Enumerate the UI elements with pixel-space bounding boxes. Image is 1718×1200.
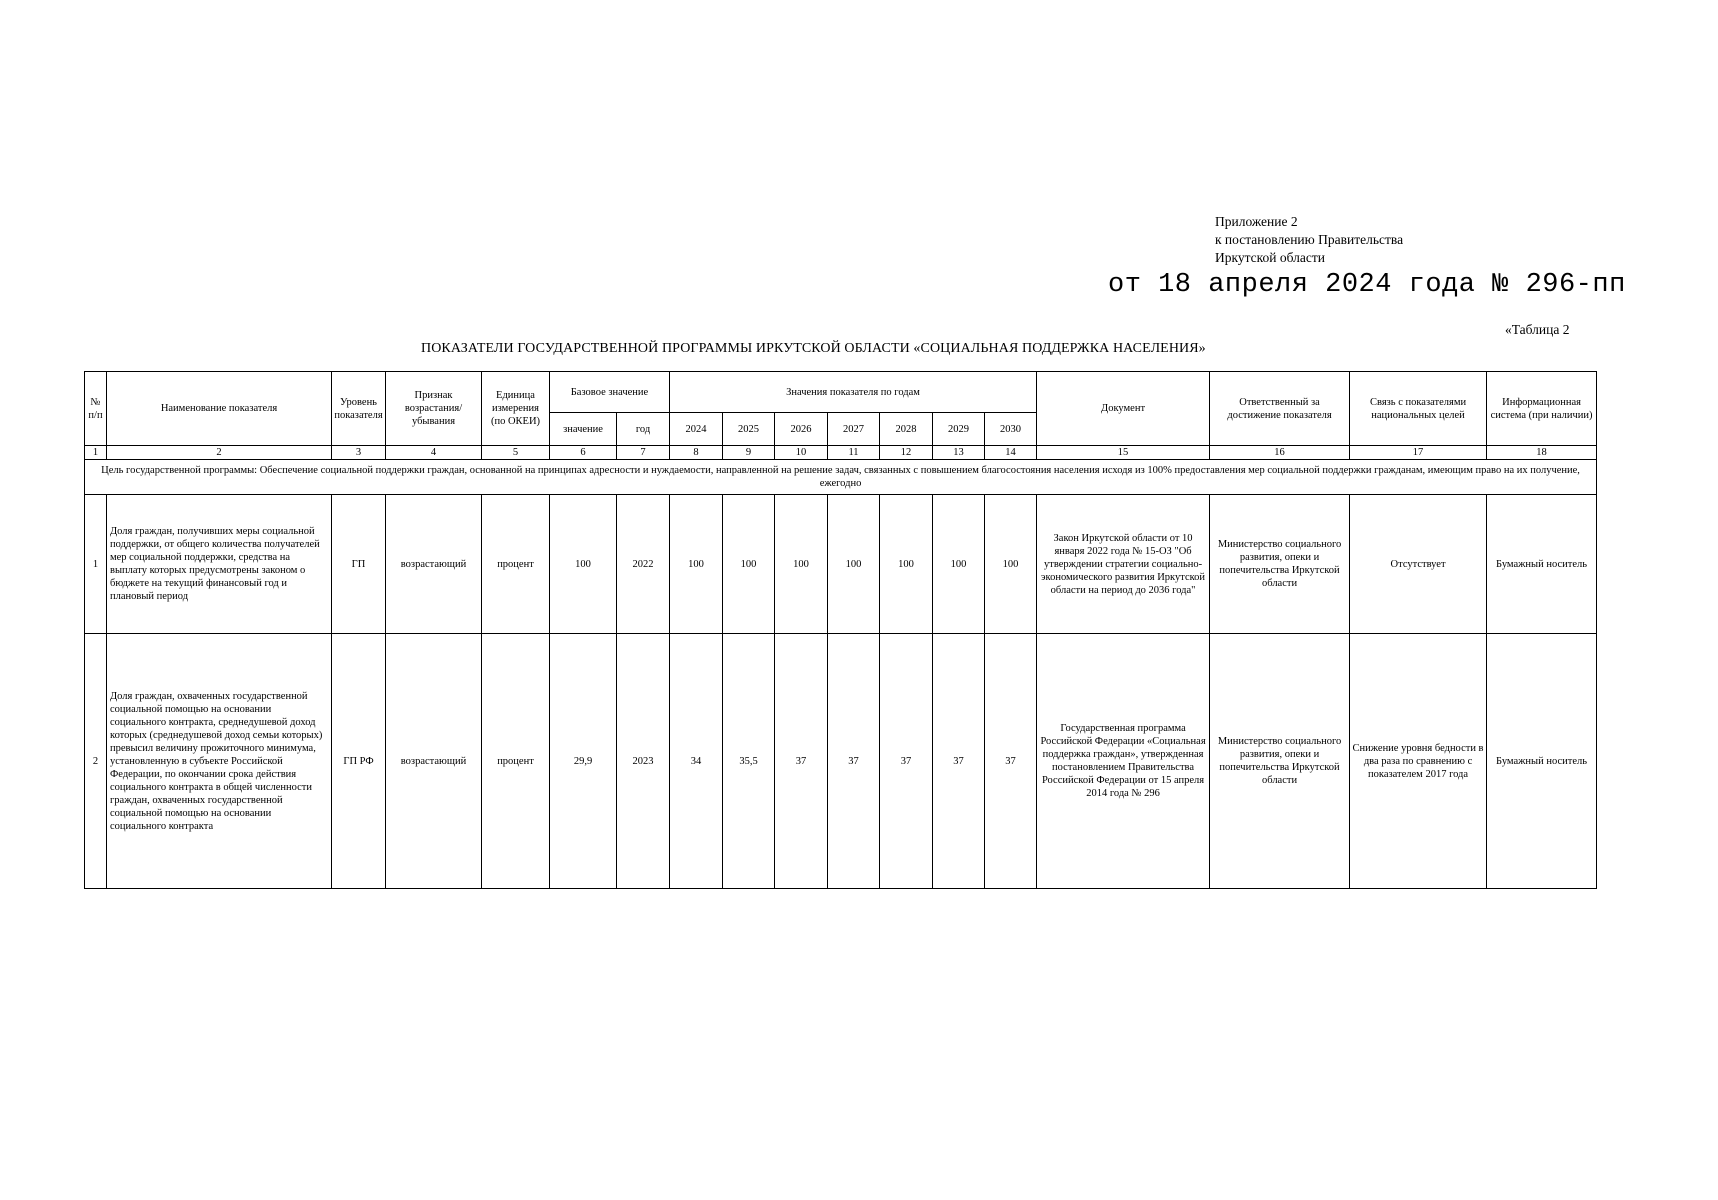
year-value: 100 xyxy=(723,495,775,634)
program-goal: Цель государственной программы: Обеспечение социальной поддержки граждан, основанной на принципах адресности и нуждаемости, направленной на решение задач, связанных с повышением благосостояния населения исходя из 100% предоставления мер социальной поддержки гражданам, имеющим право на их получение, ежегодно xyxy=(85,460,1597,495)
column-number: 7 xyxy=(617,446,670,460)
header-years-group: Значения показателя по годам xyxy=(670,372,1037,413)
column-number: 11 xyxy=(828,446,880,460)
appendix-line-3: Иркутской области xyxy=(1215,250,1326,265)
document-ref: Государственная программа Российской Федерации «Социальная поддержка граждан», утвержденная постановлением Правительства Российской Федерации от 15 апреля 2014 года № 296 xyxy=(1037,634,1210,889)
header-year: 2024 xyxy=(670,413,723,446)
indicator-level: ГП РФ xyxy=(332,634,386,889)
column-number: 3 xyxy=(332,446,386,460)
base-year: 2022 xyxy=(617,495,670,634)
decree-stamp: от 18 апреля 2024 года № 296-пп xyxy=(1108,270,1626,300)
column-number: 17 xyxy=(1350,446,1487,460)
indicators-table xyxy=(84,371,1597,889)
header-sign: Признак возрастания/убывания xyxy=(386,372,482,446)
year-value: 37 xyxy=(933,634,985,889)
column-number-row xyxy=(85,446,1597,460)
indicator-unit: процент xyxy=(482,634,550,889)
column-number: 15 xyxy=(1037,446,1210,460)
column-number: 12 xyxy=(880,446,933,460)
indicator-sign: возрастающий xyxy=(386,634,482,889)
base-value: 29,9 xyxy=(550,634,617,889)
header-base-value: значение xyxy=(550,413,617,446)
goal-row xyxy=(85,460,1597,495)
year-value: 37 xyxy=(828,634,880,889)
table-row xyxy=(85,634,1597,889)
appendix-block xyxy=(1215,213,1403,267)
header-base: Базовое значение xyxy=(550,372,670,413)
header-link: Связь с показателями национальных целей xyxy=(1350,372,1487,446)
info-system: Бумажный носитель xyxy=(1487,495,1597,634)
header-responsible: Ответственный за достижение показателя xyxy=(1210,372,1350,446)
base-value: 100 xyxy=(550,495,617,634)
table-row xyxy=(85,495,1597,634)
responsible-party: Министерство социального развития, опеки и попечительства Иркутской области xyxy=(1210,634,1350,889)
page-title: ПОКАЗАТЕЛИ ГОСУДАРСТВЕННОЙ ПРОГРАММЫ ИРКУТСКОЙ ОБЛАСТИ «СОЦИАЛЬНАЯ ПОДДЕРЖКА НАСЕЛЕНИЯ» xyxy=(421,341,1206,356)
column-number: 10 xyxy=(775,446,828,460)
year-value: 100 xyxy=(933,495,985,634)
header-level: Уровень показателя xyxy=(332,372,386,446)
header-year: 2029 xyxy=(933,413,985,446)
year-value: 37 xyxy=(880,634,933,889)
indicator-level: ГП xyxy=(332,495,386,634)
appendix-line-2: к постановлению Правительства xyxy=(1215,232,1404,247)
header-info: Информационная система (при наличии) xyxy=(1487,372,1597,446)
header-year: 2025 xyxy=(723,413,775,446)
column-number: 9 xyxy=(723,446,775,460)
base-year: 2023 xyxy=(617,634,670,889)
header-name: Наименование показателя xyxy=(107,372,332,446)
row-num: 1 xyxy=(85,495,107,634)
header-year: 2026 xyxy=(775,413,828,446)
national-goal-link: Снижение уровня бедности в два раза по сравнению с показателем 2017 года xyxy=(1350,634,1487,889)
year-value: 100 xyxy=(775,495,828,634)
year-value: 34 xyxy=(670,634,723,889)
column-number: 8 xyxy=(670,446,723,460)
indicator-name: Доля граждан, получивших меры социальной поддержки, от общего количества получателей мер социальной поддержки, средства на выплату которых предусмотрены законом о бюджете на текущий финансовый год и плановый период xyxy=(107,495,332,634)
column-number: 14 xyxy=(985,446,1037,460)
year-value: 35,5 xyxy=(723,634,775,889)
table-label: «Таблица 2 xyxy=(1505,322,1570,337)
header-num: № п/п xyxy=(85,372,107,446)
indicator-unit: процент xyxy=(482,495,550,634)
column-number: 18 xyxy=(1487,446,1597,460)
year-value: 100 xyxy=(670,495,723,634)
header-year: 2027 xyxy=(828,413,880,446)
year-value: 37 xyxy=(985,634,1037,889)
info-system: Бумажный носитель xyxy=(1487,634,1597,889)
column-number: 16 xyxy=(1210,446,1350,460)
column-number: 4 xyxy=(386,446,482,460)
national-goal-link: Отсутствует xyxy=(1350,495,1487,634)
document-ref: Закон Иркутской области от 10 января 2022 года № 15-ОЗ "Об утверждении стратегии социально-экономического развития Иркутской области на период до 2036 года" xyxy=(1037,495,1210,634)
column-number: 2 xyxy=(107,446,332,460)
header-unit: Единица измерения (по ОКЕИ) xyxy=(482,372,550,446)
header-document: Документ xyxy=(1037,372,1210,446)
year-value: 100 xyxy=(880,495,933,634)
column-number: 1 xyxy=(85,446,107,460)
responsible-party: Министерство социального развития, опеки и попечительства Иркутской области xyxy=(1210,495,1350,634)
year-value: 100 xyxy=(985,495,1037,634)
column-number: 13 xyxy=(933,446,985,460)
column-number: 5 xyxy=(482,446,550,460)
year-value: 37 xyxy=(775,634,828,889)
header-row-1 xyxy=(85,372,1597,413)
indicator-sign: возрастающий xyxy=(386,495,482,634)
header-year: 2028 xyxy=(880,413,933,446)
year-value: 100 xyxy=(828,495,880,634)
appendix-line-1: Приложение 2 xyxy=(1215,214,1298,229)
row-num: 2 xyxy=(85,634,107,889)
header-year: 2030 xyxy=(985,413,1037,446)
indicator-name: Доля граждан, охваченных государственной социальной помощью на основании социального контракта, среднедушевой доход которых (среднедушевой доход семьи которых) превысил величину прожиточного минимума, установленную в субъекте Российской Федерации, по окончании срока действия социального контракта в общей численности граждан, охваченных государственной социальной помощью на основании социального контракта xyxy=(107,634,332,889)
header-base-year: год xyxy=(617,413,670,446)
column-number: 6 xyxy=(550,446,617,460)
